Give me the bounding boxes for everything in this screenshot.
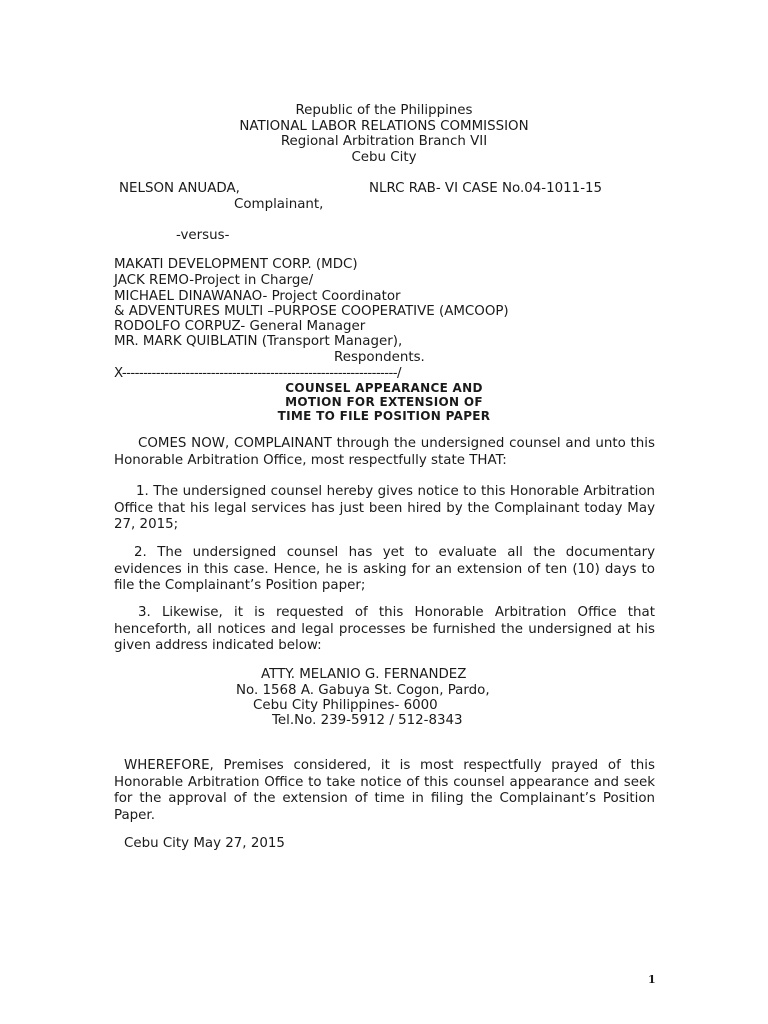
counsel-address-line1: No. 1568 A. Gabuya St. Cogon, Pardo, (236, 683, 490, 698)
paragraph-1: 1. The undersigned counsel hereby gives notice to this Honorable Arbitration Office that his legal services has just been hired by the Complainant today May 27, 2015; (114, 484, 655, 532)
dateline: Cebu City May 27, 2015 (124, 836, 285, 851)
wherefore-paragraph: WHEREFORE, Premises considered, it is most respectfully prayed of this Honorable Arbitration Office to take notice of this counsel appearance and seek for the approval of the extension of time in filing the Complainant’s Position Paper. (114, 758, 655, 823)
respondent-line: JACK REMO-Project in Charge/ (114, 273, 314, 288)
versus-label: -versus- (176, 228, 230, 243)
respondent-line: MICHAEL DINAWANAO- Project Coordinator (114, 289, 401, 304)
complainant-name: NELSON ANUADA, (119, 181, 240, 196)
document-title-line1: COUNSEL APPEARANCE AND (285, 381, 483, 395)
paragraph-2: 2. The undersigned counsel has yet to evaluate all the documentary evidences in this case. Hence, he is asking for an extension of ten (10) days to file the Complainant’s Position paper; (114, 545, 655, 593)
respondent-line: RODOLFO CORPUZ- General Manager (114, 319, 366, 334)
counsel-telephone: Tel.No. 239-5912 / 512-8343 (272, 713, 463, 728)
document-title-line3: TIME TO FILE POSITION PAPER (277, 409, 491, 423)
respondent-line: MR. MARK QUIBLATIN (Transport Manager), (114, 334, 403, 349)
counsel-name: ATTY. MELANIO G. FERNANDEZ (261, 667, 467, 682)
counsel-address-line2: Cebu City Philippines- 6000 (253, 698, 438, 713)
page-number: 1 (648, 973, 656, 986)
respondent-line: MAKATI DEVELOPMENT CORP. (MDC) (114, 257, 358, 272)
header-city: Cebu City (351, 150, 417, 165)
header-republic: Republic of the Philippines (295, 103, 473, 118)
complainant-label: Complainant, (234, 197, 324, 212)
document-title-line2: MOTION FOR EXTENSION OF (285, 395, 483, 409)
header-branch: Regional Arbitration Branch VII (280, 134, 488, 149)
respondents-label: Respondents. (334, 350, 425, 365)
paragraph-3: 3. Likewise, it is requested of this Honorable Arbitration Office that henceforth, all notices and legal processes be furnished the undersigned at his given address indicated below: (114, 605, 655, 653)
header-commission: NATIONAL LABOR RELATIONS COMMISSION (239, 119, 529, 134)
intro-paragraph: COMES NOW, COMPLAINANT through the undersigned counsel and unto this Honorable Arbitration Office, most respectfully state THAT: (114, 436, 655, 468)
respondent-line: & ADVENTURES MULTI –PURPOSE COOPERATIVE (AMCOOP) (114, 304, 509, 319)
case-number: NLRC RAB- VI CASE No.04-1011-15 (369, 181, 603, 196)
caption-separator: X-----------------------------------------------------------------/ (114, 366, 401, 381)
